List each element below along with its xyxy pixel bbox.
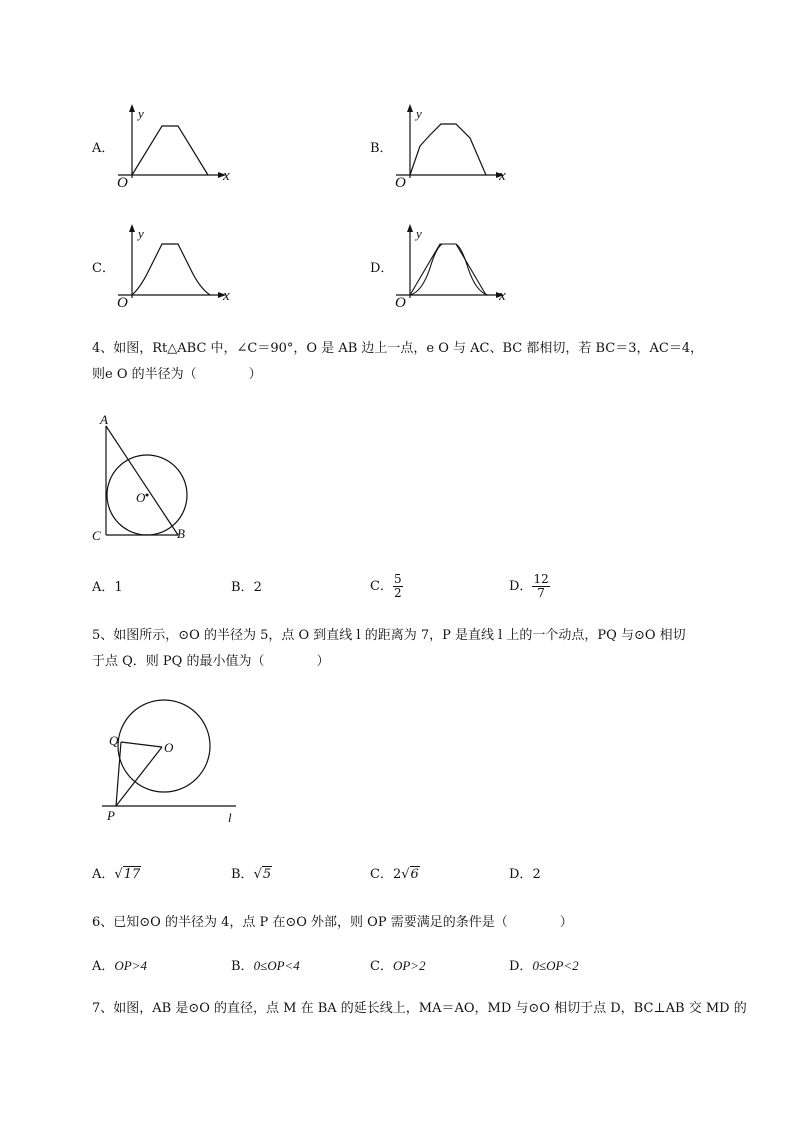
line-l-label: l xyxy=(228,810,232,825)
q5-option-d[interactable] xyxy=(509,867,541,883)
point-a-label: A xyxy=(100,412,108,427)
x-axis-label: x xyxy=(499,288,506,304)
q5-option-c[interactable] xyxy=(370,867,420,883)
point-p-label: P xyxy=(107,808,115,823)
numerator: 5 xyxy=(393,572,402,586)
option-value: 1 xyxy=(114,580,123,595)
origin-label: O xyxy=(117,175,128,191)
option-value: 0≤OP<4 xyxy=(253,958,300,973)
option-value: 2 xyxy=(532,867,541,882)
option-letter: D． xyxy=(509,579,533,594)
radicand: 6 xyxy=(410,867,419,882)
q5-option-a[interactable] xyxy=(92,867,141,883)
option-letter: B． xyxy=(370,141,393,156)
option-letter: B． xyxy=(231,867,254,882)
option-letter: C． xyxy=(370,867,393,882)
q4-stem-line1: 4、如图，Rt△ABC 中，∠C＝90°，O 是 AB 边上一点，e O 与 AC、BC 都相切，若 BC＝3，AC＝4， xyxy=(92,341,704,356)
option-letter: D． xyxy=(370,261,394,276)
option-letter: B． xyxy=(231,580,254,595)
q7-stem: 7、如图，AB 是⊙O 的直径，点 M 在 BA 的延长线上，MA＝AO，MD 与⊙O 相切于点 D，BC⊥AB 交 MD 的 xyxy=(92,1001,747,1016)
sqrt-expression: √17 xyxy=(114,867,141,882)
point-q-label: Q xyxy=(109,733,119,748)
radicand: 5 xyxy=(262,867,272,882)
q6-option-c[interactable] xyxy=(370,958,426,975)
point-o-label: O xyxy=(164,740,174,755)
option-letter: B． xyxy=(231,959,254,974)
radicand: 17 xyxy=(123,867,141,882)
origin-label: O xyxy=(395,175,406,191)
origin-label: O xyxy=(395,295,406,311)
q5-stem-line2: 于点 Q．则 PQ 的最小值为（ ） xyxy=(92,654,330,669)
q6-option-b[interactable] xyxy=(231,958,300,975)
q5-option-b[interactable] xyxy=(231,867,272,883)
sqrt-expression: √5 xyxy=(253,867,272,882)
option-letter: A． xyxy=(92,141,115,156)
coefficient: 2 xyxy=(392,867,402,882)
point-c-label: C xyxy=(92,528,101,543)
x-axis-label: x xyxy=(223,168,230,184)
denominator: 7 xyxy=(537,586,545,600)
q6-option-d[interactable] xyxy=(509,958,579,975)
option-letter: A． xyxy=(92,580,115,595)
x-axis-label: x xyxy=(223,288,230,304)
y-axis-label: y xyxy=(416,106,422,121)
numerator: 12 xyxy=(533,572,549,586)
y-axis-label: y xyxy=(138,106,144,121)
y-axis-label: y xyxy=(416,226,422,241)
q6-stem: 6、已知⊙O 的半径为 4，点 P 在⊙O 外部，则 OP 需要满足的条件是（ ） xyxy=(92,915,573,930)
option-value: 2 xyxy=(253,580,262,595)
option-value: 0≤OP<2 xyxy=(532,958,579,973)
option-letter: C． xyxy=(370,959,393,974)
q5-stem-line1: 5、如图所示，⊙O 的半径为 5，点 O 到直线 l 的距离为 7，P 是直线 l 上的一个动点，PQ 与⊙O 相切 xyxy=(92,628,686,643)
option-letter: A． xyxy=(92,959,115,974)
point-b-label: B xyxy=(177,526,185,541)
option-letter: D． xyxy=(509,867,533,882)
option-letter: C． xyxy=(370,579,393,594)
sqrt-expression: √6 xyxy=(401,867,419,882)
point-o-label: O xyxy=(136,490,146,505)
q4-stem-line2: 则e O 的半径为（ ） xyxy=(92,367,262,382)
option-letter: C． xyxy=(92,261,115,276)
option-value: OP>2 xyxy=(392,958,426,973)
origin-label: O xyxy=(117,295,128,311)
y-axis-label: y xyxy=(138,226,144,241)
option-letter: A． xyxy=(92,867,115,882)
option-value: OP>4 xyxy=(114,958,147,973)
option-letter: D． xyxy=(509,959,533,974)
denominator: 2 xyxy=(393,586,402,600)
x-axis-label: x xyxy=(499,168,506,184)
q6-option-a[interactable] xyxy=(92,958,147,975)
